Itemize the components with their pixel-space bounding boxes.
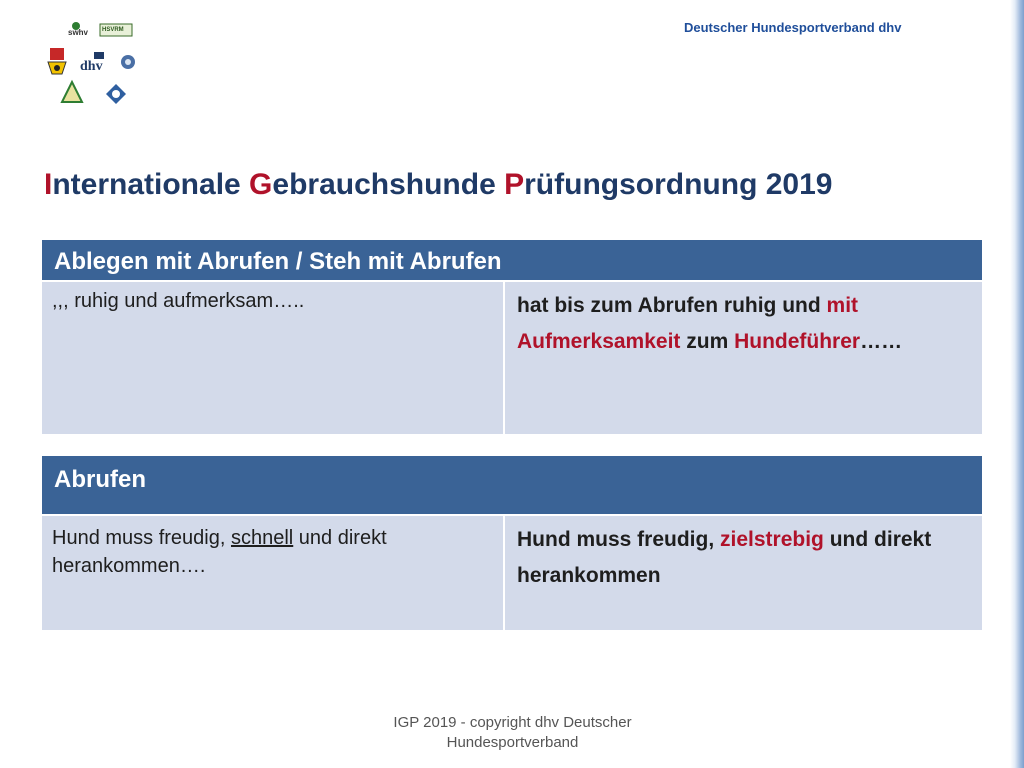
new-rule-cell — [505, 516, 982, 630]
table-ablegen-mit-abrufen — [42, 240, 982, 434]
title-word-internationale-rest: nternationale — [52, 168, 250, 201]
red-emblem-logo-icon — [48, 48, 66, 74]
new-rule-text: hat bis zum Abrufen ruhig und — [517, 294, 827, 317]
table-row — [42, 282, 982, 434]
diamond-logo-icon — [106, 84, 126, 104]
slide-right-edge-decoration — [1010, 0, 1024, 768]
old-rule-underlined-word: schnell — [230, 527, 294, 549]
svg-text:swhv: swhv — [68, 28, 89, 37]
hsvrm-logo-icon — [100, 24, 132, 36]
title-word-gebrauchshunde-rest: ebrauchshunde — [272, 168, 505, 201]
member-logos-icon — [40, 18, 150, 110]
new-rule-text: zum — [680, 330, 735, 353]
svg-text:HSVRM: HSVRM — [102, 27, 124, 33]
table-header: Abrufen — [42, 456, 982, 516]
title-word-pruefungsordnung-rest: rüfungsordnung 2019 — [524, 168, 833, 201]
member-logos-cluster — [40, 18, 150, 110]
new-rule-cell — [505, 282, 982, 434]
svg-text:dhv: dhv — [80, 59, 103, 74]
page-title — [44, 168, 832, 202]
title-letter-g: G — [249, 168, 273, 201]
old-rule-text: Hund muss freudig, — [52, 527, 231, 549]
title-letter-p: P — [504, 168, 525, 201]
new-rule-text: und direkt herankommen — [517, 528, 932, 587]
dhv-logo-icon — [80, 52, 104, 74]
triangle-logo-icon — [62, 82, 82, 102]
new-rule-highlight: zielstrebig — [720, 528, 824, 551]
table-header: Ablegen mit Abrufen / Steh mit Abrufen — [42, 240, 982, 282]
swhv-logo-icon — [68, 22, 89, 37]
new-rule-text: Hund muss freudig, — [517, 528, 721, 551]
new-rule-highlight: Hundeführer — [734, 330, 861, 353]
table-row — [42, 516, 982, 630]
table-abrufen — [42, 456, 982, 630]
old-rule-cell: ,,, ruhig und aufmerksam….. — [42, 282, 505, 434]
old-rule-text: und direkt herankommen…. — [52, 527, 387, 577]
footer-copyright: IGP 2019 - copyright dhv Deutscher Hundesportverband — [393, 714, 632, 751]
old-rule-cell — [42, 516, 505, 630]
title-letter-i: I — [44, 168, 53, 201]
organization-name: Deutscher Hundesportverband dhv — [684, 20, 902, 35]
new-rule-highlight: mit Aufmerksamkeit — [517, 294, 859, 353]
new-rule-text: …… — [860, 330, 903, 353]
blue-round-logo-icon — [121, 55, 135, 69]
